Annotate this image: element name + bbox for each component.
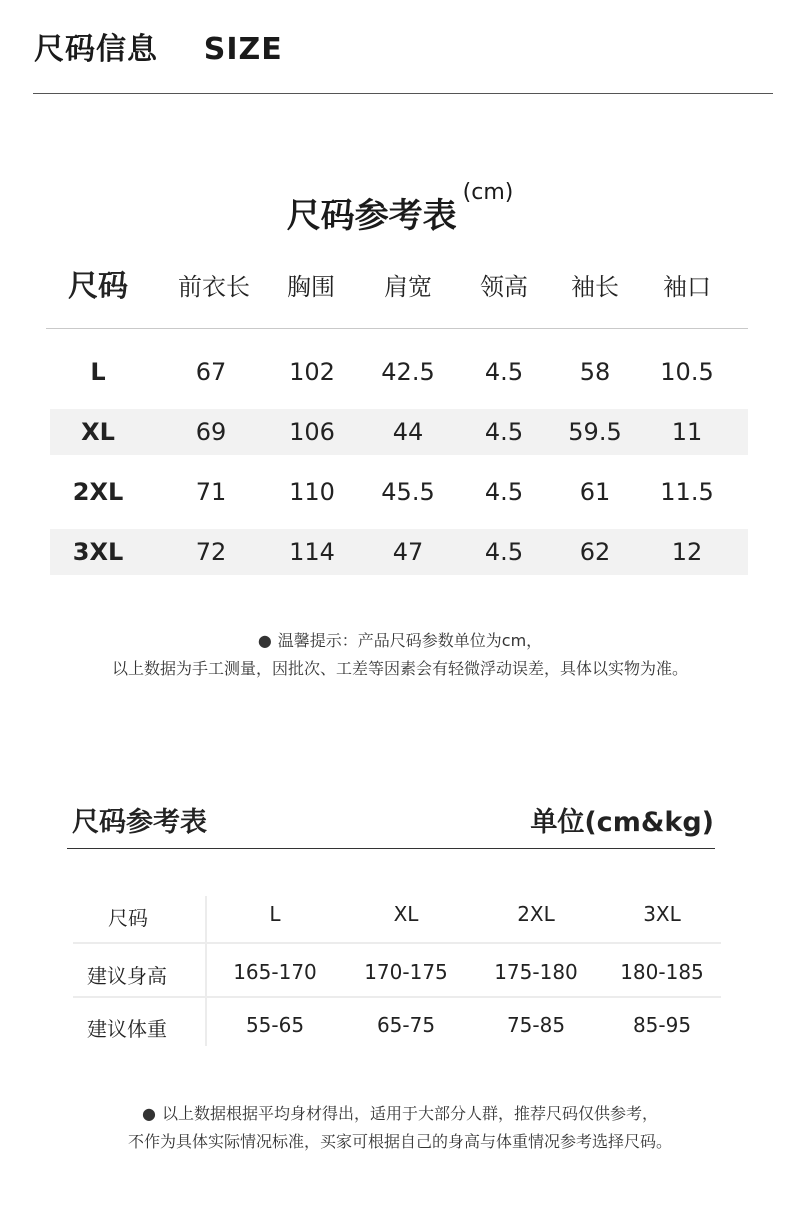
table-cell: 180-185 [620,960,704,984]
table-cell: 102 [289,358,335,386]
table-cell: 61 [579,478,611,506]
table-cell-size: 3XL [72,538,124,566]
size-table-title-text: 尺码参考表 [286,196,457,236]
column-divider [205,896,207,1046]
recommend-table-header-cell: 尺码 [108,906,148,930]
table-cell: 4.5 [484,538,524,566]
size-table-header-cell: 领高 [480,273,528,301]
table-cell: 11.5 [660,478,714,506]
note-line [0,1100,800,1128]
table-cell: 42.5 [381,358,435,386]
table-cell: 62 [579,538,611,566]
table-cell: 58 [579,358,611,386]
table-cell-size: XL [81,418,115,446]
size-table-header-cell: 尺码 [68,269,128,304]
table-cell-label: 建议身高 [87,964,167,988]
table-row [50,349,748,395]
size-table-header-cell: 袖长 [571,273,619,301]
table-cell: 71 [195,478,227,506]
note-line: 不作为具体实际情况标准，买家可根据自己的身高与体重情况参考选择尺码。 [127,1132,672,1151]
table-cell: 10.5 [660,358,714,386]
table-cell: 11 [671,418,703,446]
table-cell: 72 [195,538,227,566]
size-table-header-cell: 肩宽 [384,273,432,301]
note-text: 温馨提示：产品尺码参数单位为cm， [277,631,543,650]
size-table-header-cell: 胸围 [287,273,335,301]
recommend-table-header-cell: XL [393,902,419,926]
size-table-unit: (cm) [462,180,514,205]
page-title: 尺码信息 SIZE [34,32,283,67]
table-cell: 69 [195,418,227,446]
row-divider [73,996,721,998]
table-cell: 12 [671,538,703,566]
bullet-icon: ● [257,631,272,650]
table-cell: 110 [289,478,335,506]
table-cell: 4.5 [484,358,524,386]
note-line [0,627,800,655]
table-cell: 45.5 [381,478,435,506]
table-cell: 106 [289,418,335,446]
table-cell-size: L [90,358,106,386]
table-cell: 55-65 [245,1013,305,1037]
table-cell: 67 [195,358,227,386]
table-row [50,409,748,455]
size-table-header-cell: 袖口 [663,273,711,301]
table-cell: 65-75 [376,1013,436,1037]
header-divider [33,93,773,94]
table-cell: 170-175 [364,960,448,984]
table-cell-label: 建议体重 [87,1017,167,1041]
note-text: 以上数据根据平均身材得出，适用于大部分人群，推荐尺码仅供参考， [161,1104,658,1123]
recommend-table-header-cell: 3XL [643,902,681,926]
recommend-table-header-cell: 2XL [517,902,555,926]
note-line: 以上数据为手工测量，因批次、工差等因素会有轻微浮动误差，具体以实物为准。 [111,659,688,678]
recommend-table-title-divider [67,848,715,849]
table-cell: 44 [392,418,424,446]
recommend-table-title: 尺码参考表 [72,807,207,838]
table-cell: 4.5 [484,418,524,446]
table-cell: 165-170 [233,960,317,984]
table-row [50,529,748,575]
recommend-table-unit: 单位(cm&kg) [530,807,714,838]
size-table-header-divider [46,328,748,329]
table-cell: 59.5 [568,418,622,446]
table-cell: 175-180 [494,960,578,984]
bullet-icon: ● [142,1104,156,1123]
table-row [50,469,748,515]
table-cell: 114 [289,538,335,566]
recommend-table-header-cell: L [269,902,281,926]
table-cell: 85-95 [632,1013,692,1037]
size-table-note [0,627,800,683]
row-divider [73,942,721,944]
table-cell: 4.5 [484,478,524,506]
table-cell: 47 [392,538,424,566]
recommend-table-note [0,1100,800,1156]
size-table-header [50,258,748,304]
size-table-header-cell: 前衣长 [178,273,250,301]
table-cell: 75-85 [506,1013,566,1037]
size-table-title [0,180,800,237]
table-cell-size: 2XL [72,478,124,506]
